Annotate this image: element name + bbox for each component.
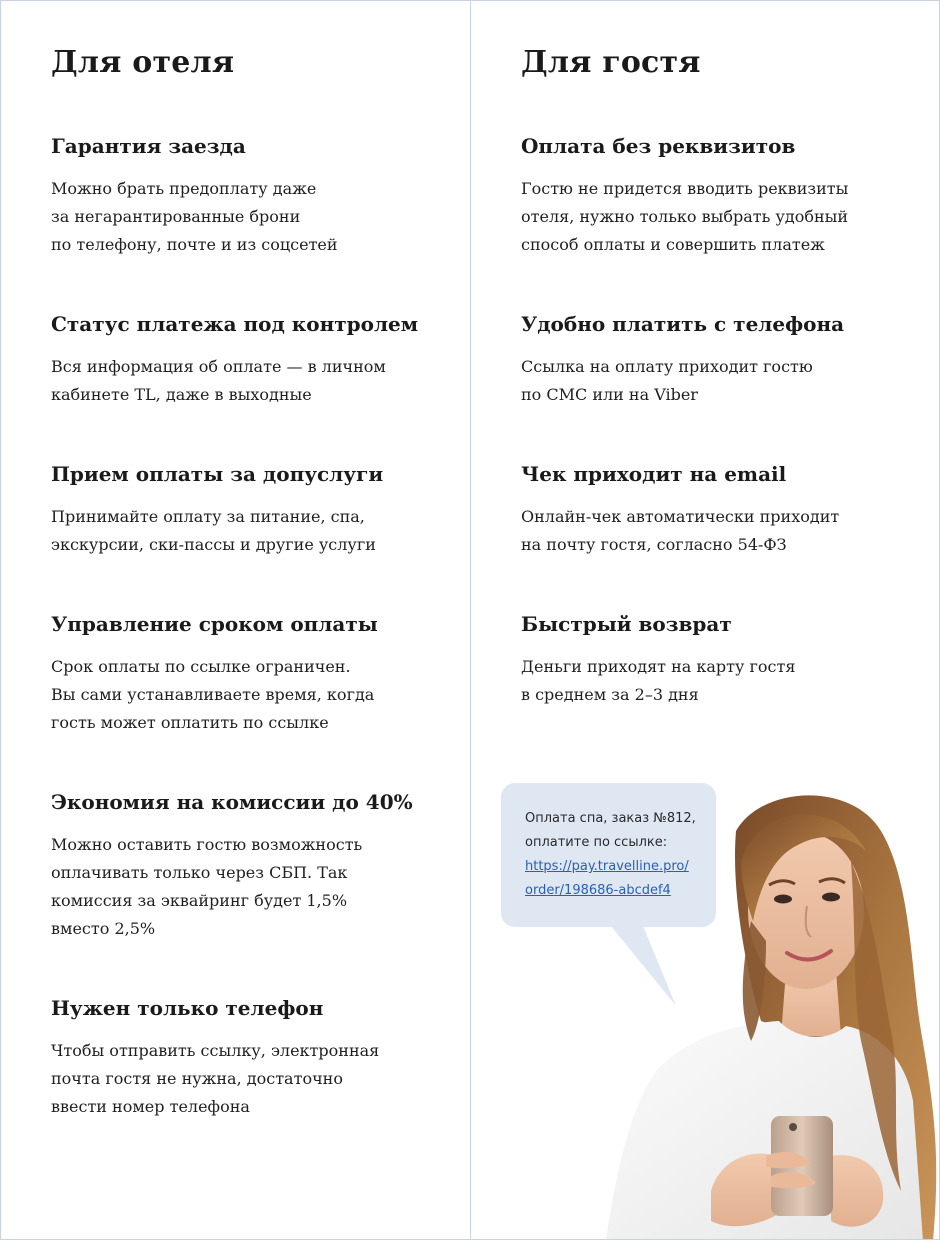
feature-title: Нужен только телефон <box>51 996 324 1020</box>
payment-link-part-2[interactable]: order/198686-abcdef4 <box>525 883 671 898</box>
feature-text: Можно оставить гостю возможность оплачивать только через СБП. Так комиссия за эквайринг будет 1,5% вместо 2,5% <box>51 835 363 938</box>
hotel-feature-payment-deadline <box>51 611 471 737</box>
hotel-feature-check-in-guarantee <box>51 133 471 259</box>
feature-text: Деньги приходят на карту гостя в среднем за 2–3 дня <box>521 657 796 704</box>
feature-text: Срок оплаты по ссылке ограничен. Вы сами устанавливаете время, когда гость может оплатить по ссылке <box>51 657 375 732</box>
feature-text: Чтобы отправить ссылку, электронная почта гостя не нужна, достаточно ввести номер телефона <box>51 1041 380 1116</box>
message-line-1: Оплата спа, заказ №812, <box>525 811 696 826</box>
feature-title: Быстрый возврат <box>521 612 732 636</box>
feature-title: Прием оплаты за допуслуги <box>51 462 384 486</box>
hotel-feature-commission-savings <box>51 789 471 943</box>
eye-right <box>822 893 840 902</box>
guest-feature-email-receipt <box>521 461 940 559</box>
speech-bubble-tail <box>601 921 681 1011</box>
feature-text: Вся информация об оплате — в личном кабинете TL, даже в выходные <box>51 357 386 404</box>
message-line-2: оплатите по ссылке: <box>525 835 668 850</box>
feature-title: Управление сроком оплаты <box>51 612 378 636</box>
feature-text: Принимайте оплату за питание, спа, экскурсии, ски-пассы и другие услуги <box>51 507 376 554</box>
feature-text: Онлайн-чек автоматически приходит на почту гостя, согласно 54-ФЗ <box>521 507 840 554</box>
feature-text: Гостю не придется вводить реквизиты отеля, нужно только выбрать удобный способ оплаты и совершить платеж <box>521 179 849 254</box>
sms-message-bubble <box>501 783 716 927</box>
payment-link-part-1[interactable]: https://pay.travelline.pro/ <box>525 859 689 874</box>
hotel-feature-payment-status <box>51 311 471 409</box>
guest-feature-fast-refund <box>521 611 940 709</box>
hotel-feature-phone-only <box>51 995 471 1121</box>
guest-feature-no-requisites <box>521 133 940 259</box>
feature-title: Удобно платить с телефона <box>521 312 845 336</box>
feature-title: Чек приходит на email <box>521 462 787 486</box>
guest-feature-phone-payment <box>521 311 940 409</box>
guest-column-title: Для гостя <box>521 45 701 80</box>
feature-text: Ссылка на оплату приходит гостю по СМС или на Viber <box>521 357 813 404</box>
feature-title: Оплата без реквизитов <box>521 134 796 158</box>
hotel-feature-extra-services <box>51 461 471 559</box>
hotel-column-title: Для отеля <box>51 45 235 80</box>
feature-title: Статус платежа под контролем <box>51 312 419 336</box>
feature-text: Можно брать предоплату даже за негарантированные брони по телефону, почте и из соцсетей <box>51 179 338 254</box>
eye-left <box>774 895 792 904</box>
phone-camera <box>789 1123 797 1131</box>
feature-title: Экономия на комиссии до 40% <box>51 790 413 814</box>
feature-title: Гарантия заезда <box>51 134 246 158</box>
